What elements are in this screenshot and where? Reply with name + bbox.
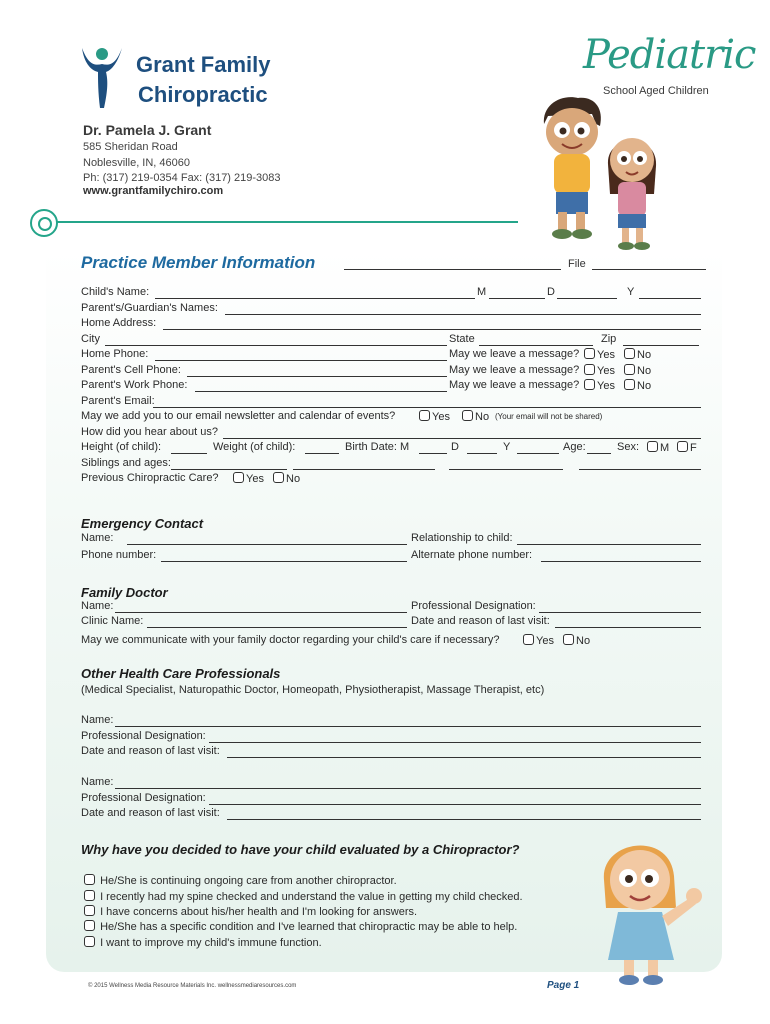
reason-label-4: He/She has a specific condition and I've learned that chiropractic may be able to help. xyxy=(100,921,518,933)
row-hcp2-name xyxy=(81,776,703,792)
email-note: (Your email will not be shared) xyxy=(495,412,603,421)
address-street: 585 Sheridan Road xyxy=(83,141,178,153)
communicate-label: May we communicate with your family doctor regarding your child's care if necessary? xyxy=(81,634,500,646)
reasons-question: Why have you decided to have your child evaluated by a Chiropractor? xyxy=(81,842,520,857)
birth-month-field[interactable] xyxy=(419,453,447,454)
previous-care-no-option[interactable] xyxy=(273,472,300,485)
file-label: File xyxy=(568,258,586,270)
emergency-phone-field[interactable] xyxy=(161,561,407,562)
hcp1-last-visit-label: Date and reason of last visit: xyxy=(81,745,220,757)
doctor-name-field[interactable] xyxy=(115,612,407,613)
cell-msg-no-option[interactable] xyxy=(624,364,651,377)
logo-line-2: Chiropractic xyxy=(138,82,268,107)
hcp1-designation-label: Professional Designation: xyxy=(81,730,206,742)
row-emergency-phone xyxy=(81,549,703,565)
yes-label: Yes xyxy=(597,349,615,361)
cell-phone-field[interactable] xyxy=(187,376,447,377)
hcp2-name-label: Name: xyxy=(81,776,114,788)
work-msg-yes-option[interactable] xyxy=(584,379,615,392)
birth-year-field[interactable] xyxy=(517,453,559,454)
home-msg-yes-option[interactable] xyxy=(584,348,615,361)
communicate-yes-option[interactable] xyxy=(523,634,554,647)
hcp2-last-visit-field[interactable] xyxy=(227,819,701,820)
yes-label: Yes xyxy=(597,380,615,392)
checkbox-icon[interactable] xyxy=(233,472,244,483)
birth-date-label: Birth Date: M xyxy=(345,441,410,453)
emergency-name-field[interactable] xyxy=(127,544,407,545)
hear-about-field[interactable] xyxy=(223,438,701,439)
home-phone-field[interactable] xyxy=(155,360,447,361)
checkbox-icon[interactable] xyxy=(584,379,595,390)
divider-inner-circle-icon xyxy=(38,217,52,231)
dob-d-label: D xyxy=(547,286,555,298)
sex-m-option[interactable] xyxy=(647,441,669,454)
alt-phone-label: Alternate phone number: xyxy=(411,549,533,561)
doctor-last-visit-label: Date and reason of last visit: xyxy=(411,615,550,627)
emergency-heading: Emergency Contact xyxy=(81,516,204,531)
previous-care-yes-option[interactable] xyxy=(233,472,264,485)
cell-msg-yes-option[interactable] xyxy=(584,364,615,377)
newsletter-no-option[interactable] xyxy=(462,410,489,423)
checkbox-icon[interactable] xyxy=(624,348,635,359)
row-cell-phone xyxy=(81,364,703,380)
row-hcp2-last-visit xyxy=(81,807,703,823)
row-measurements xyxy=(81,441,703,457)
reason-label-3: I have concerns about his/her health and I'm looking for answers. xyxy=(100,906,418,918)
reason-option-4[interactable] xyxy=(84,920,517,933)
relationship-label: Relationship to child: xyxy=(411,532,513,544)
checkbox-icon[interactable] xyxy=(84,920,95,931)
logo-line-1: Grant Family xyxy=(136,52,271,77)
parents-names-label: Parent's/Guardian's Names: xyxy=(81,302,218,314)
girl-cartoon-icon xyxy=(608,138,656,250)
phone-fax: Ph: (317) 219-0354 Fax: (317) 219-3083 xyxy=(83,172,281,184)
row-hcp1-designation xyxy=(81,730,703,746)
yes-label: Yes xyxy=(597,365,615,377)
newsletter-label: May we add you to our email newsletter and calendar of events? xyxy=(81,410,396,422)
practice-logo-text xyxy=(136,50,270,110)
no-label: No xyxy=(475,411,490,423)
row-clinic xyxy=(81,615,703,631)
dob-year-field[interactable] xyxy=(639,298,701,299)
age-field[interactable] xyxy=(587,453,611,454)
yes-label: Yes xyxy=(246,473,264,485)
website-link[interactable]: www.grantfamilychiro.com xyxy=(83,185,224,197)
cell-phone-label: Parent's Cell Phone: xyxy=(81,364,181,376)
checkbox-icon[interactable] xyxy=(419,410,430,421)
newsletter-yes-option[interactable] xyxy=(419,410,450,423)
dob-month-field[interactable] xyxy=(489,298,545,299)
checkbox-icon[interactable] xyxy=(84,936,95,947)
yes-label: Yes xyxy=(536,635,554,647)
home-address-label: Home Address: xyxy=(81,317,157,329)
home-phone-label: Home Phone: xyxy=(81,348,149,360)
weight-label: Weight (of child): xyxy=(213,441,296,453)
checkbox-icon[interactable] xyxy=(647,441,658,452)
row-previous-care xyxy=(81,472,703,488)
other-hcp-examples-text: (Medical Specialist, Naturopathic Doctor, Homeopath, Physiotherapist, Massage Therapist, etc) xyxy=(81,684,545,696)
hcp1-name-label: Name: xyxy=(81,714,114,726)
clinic-label: Clinic Name: xyxy=(81,615,144,627)
row-parents-names xyxy=(81,302,703,318)
sex-label: Sex: xyxy=(617,441,640,453)
hcp2-designation-label: Professional Designation: xyxy=(81,792,206,804)
row-home-phone xyxy=(81,348,703,364)
relationship-field[interactable] xyxy=(517,544,701,545)
checkbox-icon[interactable] xyxy=(84,905,95,916)
row-home-address xyxy=(81,317,703,333)
city-label: City xyxy=(81,333,100,345)
waving-girl-cartoon-icon xyxy=(590,830,710,990)
pediatric-subtitle: School Aged Children xyxy=(603,85,709,97)
checkbox-icon[interactable] xyxy=(584,348,595,359)
home-address-field[interactable] xyxy=(163,329,701,330)
work-phone-field[interactable] xyxy=(195,391,447,392)
siblings-label: Siblings and ages: xyxy=(81,457,171,469)
reason-label-1: He/She is continuing ongoing care from another chiropractor. xyxy=(100,875,397,887)
reason-label-2: I recently had my spine checked and understand the value in getting my child checked. xyxy=(100,891,523,903)
dob-m-label: M xyxy=(477,286,487,298)
weight-field[interactable] xyxy=(305,453,339,454)
row-email xyxy=(81,395,703,411)
other-hcp-examples xyxy=(81,684,703,700)
chiropractic-figure-logo-icon xyxy=(78,44,124,110)
height-label: Height (of child): xyxy=(81,441,162,453)
clinic-field[interactable] xyxy=(147,627,407,628)
sex-m-label: M xyxy=(660,442,670,454)
checkbox-icon[interactable] xyxy=(523,634,534,645)
leave-message-label: May we leave a message? xyxy=(449,379,580,391)
page-number: Page 1 xyxy=(547,980,580,991)
row-communicate xyxy=(81,634,703,650)
doctor-last-visit-field[interactable] xyxy=(555,627,701,628)
hcp2-designation-field[interactable] xyxy=(209,804,701,805)
kids-cartoon-illustration xyxy=(538,94,668,254)
row-doctor-name xyxy=(81,600,703,616)
sibling-field-2[interactable] xyxy=(293,469,435,470)
checkbox-icon[interactable] xyxy=(84,890,95,901)
hear-about-label: How did you hear about us? xyxy=(81,426,218,438)
row-siblings xyxy=(81,457,703,473)
alt-phone-field[interactable] xyxy=(541,561,701,562)
row-childs-name xyxy=(81,286,703,302)
no-label: No xyxy=(576,635,591,647)
hcp1-name-field[interactable] xyxy=(115,726,701,727)
row-emergency-name xyxy=(81,532,703,548)
checkbox-icon[interactable] xyxy=(677,441,688,452)
dob-y-label: Y xyxy=(627,286,635,298)
sibling-field-3[interactable] xyxy=(449,469,563,470)
dob-day-field[interactable] xyxy=(557,298,617,299)
city-field[interactable] xyxy=(105,345,447,346)
checkbox-icon[interactable] xyxy=(462,410,473,421)
no-label: No xyxy=(637,365,652,377)
previous-care-label: Previous Chiropractic Care? xyxy=(81,472,219,484)
pediatric-title: Pediatric xyxy=(583,32,756,78)
emergency-name-label: Name: xyxy=(81,532,114,544)
footer-copyright: © 2015 Wellness Media Resource Materials Inc. wellnessmediaresources.com xyxy=(88,983,297,989)
address-city: Noblesville, IN, 46060 xyxy=(83,157,191,169)
checkbox-icon[interactable] xyxy=(624,379,635,390)
no-label: No xyxy=(286,473,301,485)
reason-option-2[interactable] xyxy=(84,890,523,903)
reason-option-3[interactable] xyxy=(84,905,417,918)
row-city xyxy=(81,333,703,349)
sex-f-option[interactable] xyxy=(677,441,697,454)
home-msg-no-option[interactable] xyxy=(624,348,651,361)
checkbox-icon[interactable] xyxy=(584,364,595,375)
family-doctor-heading: Family Doctor xyxy=(81,585,168,600)
other-hcp-heading: Other Health Care Professionals xyxy=(81,666,281,681)
childs-name-label: Child's Name: xyxy=(81,286,150,298)
birth-y-label: Y xyxy=(503,441,511,453)
file-field[interactable] xyxy=(592,269,706,270)
hcp1-last-visit-field[interactable] xyxy=(227,757,701,758)
row-hear-about xyxy=(81,426,703,442)
hcp2-name-field[interactable] xyxy=(115,788,701,789)
sex-f-label: F xyxy=(690,442,697,454)
height-field[interactable] xyxy=(171,453,207,454)
yes-label: Yes xyxy=(432,411,450,423)
doctor-name-label: Name: xyxy=(81,600,114,612)
row-hcp1-name xyxy=(81,714,703,730)
zip-field[interactable] xyxy=(623,345,699,346)
email-label: Parent's Email: xyxy=(81,395,155,407)
row-hcp2-designation xyxy=(81,792,703,808)
title-underline xyxy=(344,269,561,270)
doctor-name: Dr. Pamela J. Grant xyxy=(83,122,212,138)
hcp2-last-visit-label: Date and reason of last visit: xyxy=(81,807,220,819)
checkbox-icon[interactable] xyxy=(563,634,574,645)
row-hcp1-last-visit xyxy=(81,745,703,761)
reason-option-5[interactable] xyxy=(84,936,322,949)
section-title: Practice Member Information xyxy=(81,253,316,272)
state-label: State xyxy=(449,333,475,345)
parents-names-field[interactable] xyxy=(225,314,701,315)
birth-day-field[interactable] xyxy=(467,453,497,454)
boy-cartoon-icon xyxy=(544,97,601,239)
leave-message-label: May we leave a message? xyxy=(449,364,580,376)
hcp1-designation-field[interactable] xyxy=(209,742,701,743)
work-phone-label: Parent's Work Phone: xyxy=(81,379,188,391)
checkbox-icon[interactable] xyxy=(273,472,284,483)
no-label: No xyxy=(637,380,652,392)
designation-label: Professional Designation: xyxy=(411,600,536,612)
designation-field[interactable] xyxy=(539,612,701,613)
zip-label: Zip xyxy=(601,333,617,345)
checkbox-icon[interactable] xyxy=(84,874,95,885)
leave-message-label: May we leave a message? xyxy=(449,348,580,360)
row-newsletter xyxy=(81,410,703,426)
row-work-phone xyxy=(81,379,703,395)
reason-label-5: I want to improve my child's immune function. xyxy=(100,937,322,949)
checkbox-icon[interactable] xyxy=(624,364,635,375)
header-divider xyxy=(42,221,518,223)
reason-option-1[interactable] xyxy=(84,874,397,887)
sibling-field-4[interactable] xyxy=(579,469,701,470)
state-field[interactable] xyxy=(479,345,593,346)
emergency-phone-label: Phone number: xyxy=(81,549,157,561)
email-field[interactable] xyxy=(153,407,701,408)
sibling-field-1[interactable] xyxy=(171,469,287,470)
no-label: No xyxy=(637,349,652,361)
childs-name-field[interactable] xyxy=(155,298,475,299)
work-msg-no-option[interactable] xyxy=(624,379,651,392)
birth-d-label: D xyxy=(451,441,459,453)
age-label: Age: xyxy=(563,441,586,453)
communicate-no-option[interactable] xyxy=(563,634,590,647)
